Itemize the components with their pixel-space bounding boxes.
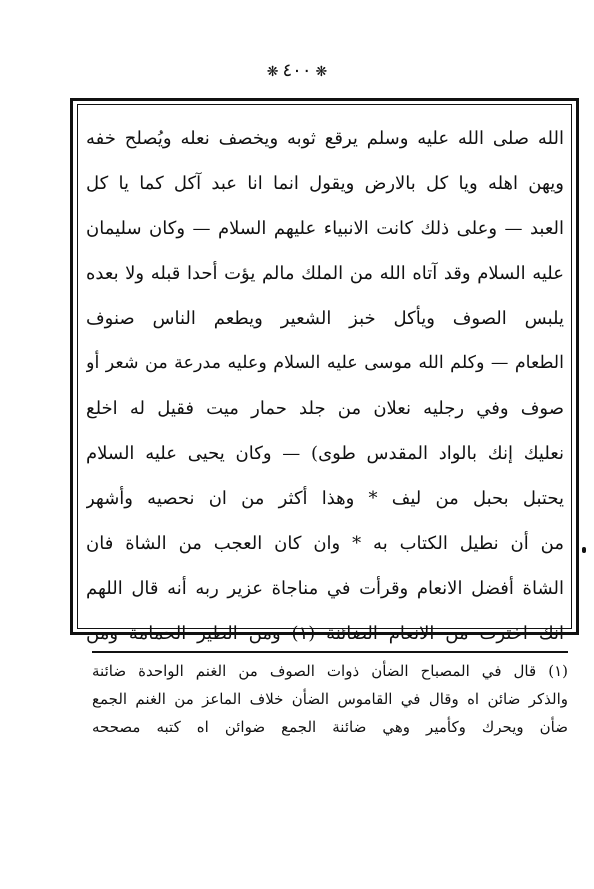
text-line: يحتبل بحبل من ليف * وهذا أكثر من ان نحصيه وأشهر [86,488,564,509]
text-line: من أن نطيل الكتاب به * وان كان العجب من الشاة فان [86,533,564,554]
main-text-block [86,116,564,656]
text-line: يلبس الصوف ويأكل خبز الشعير ويطعم الناس صنوف [86,308,564,329]
page-number: ٤٠٠ [282,60,312,81]
header-ornament-left: ❋ [266,64,279,80]
text-line: انك اخترت من الانعام الضائنة (١) ومن الطير الحمامة ومن [86,623,564,644]
header-ornament-right: ❋ [315,64,328,80]
footnote-block [92,657,568,741]
footnote-line: ضأن ويحرك وكأمير وهي ضائنة الجمع ضوائن اه كتبه مصححه [92,718,568,736]
text-line: العبد — وعلى ذلك كانت الانبياء عليهم السلام — وكان سليمان [86,218,564,239]
text-line: نعليك إنك بالواد المقدس طوى) — وكان يحيى عليه السلام [86,443,564,464]
text-line: الطعام — وكلم الله موسى عليه السلام وعليه مدرعة من شعر أو [86,353,564,373]
footnote-line: والذكر ضائن اه وقال في القاموس الضأن خلاف الماعز من الغنم الجمع [92,690,568,708]
page-header [0,58,594,85]
margin-ink-mark [582,547,586,553]
text-line: عليه السلام وقد آتاه الله من الملك مالم يؤت أحدا قبله ولا بعده [86,263,564,284]
text-line: ويهن اهله ويا كل بالارض ويقول انما انا عبد آكل كما يا كل [86,173,564,194]
text-line: الشاة أفضل الانعام وقرأت في مناجاة عزير ربه أنه قال اللهم [86,578,564,599]
text-line: الله صلى الله عليه وسلم يرقع ثوبه ويخصف نعله ويُصلح خفه [86,128,564,149]
footnote-separator [92,651,568,653]
text-line: صوف وفي رجليه نعلان من جلد حمار ميت فقيل له اخلع [86,398,564,419]
footnote-line: (١) قال في المصباح الضأن ذوات الصوف من الغنم الواحدة ضائنة [92,662,568,680]
